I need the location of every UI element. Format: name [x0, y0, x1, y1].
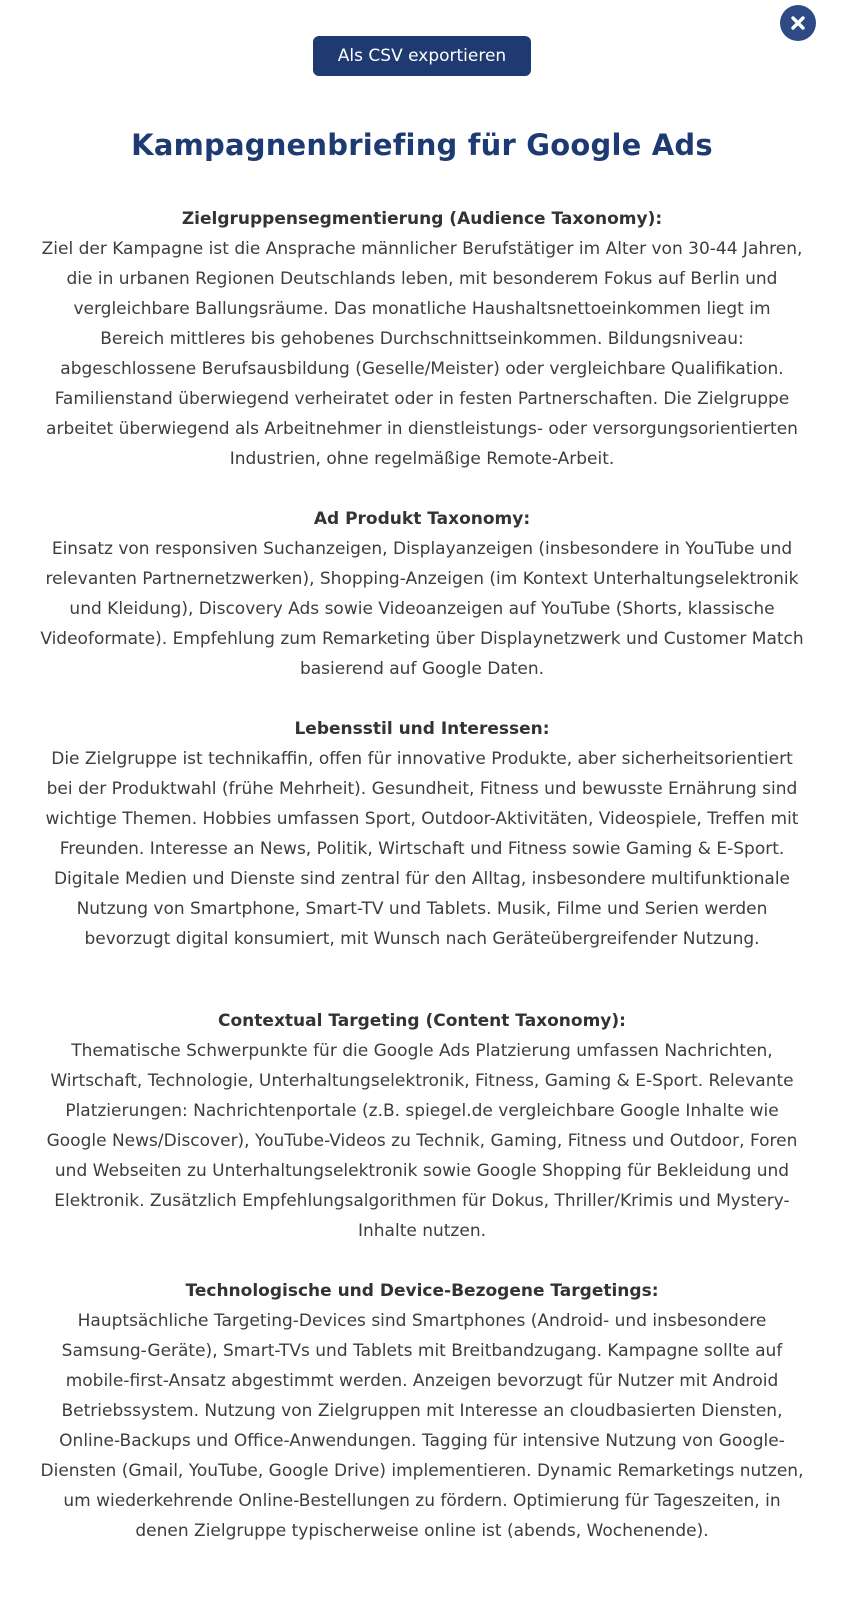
- section-heading: Zielgruppensegmentierung (Audience Taxonomy):: [181, 209, 663, 229]
- section-body: Ziel der Kampagne ist die Ansprache männlicher Berufstätiger im Alter von 30-44 Jahren, die in urbanen Regionen Deutschlands leben, mit besonderem Fokus auf Berlin und vergleichbare Ballungsräume. Das monatliche Haushaltsnettoeinkommen liegt im Bereich mittleres bis gehobenes Durchschnittseinkommen. Bildungsniveau: abgeschlossene Berufsausbildung (Geselle/Meister) oder vergleichbare Qualifikation. Familienstand überwiegend verheiratet oder in festen Partnerschaften. Die Zielgruppe arbeitet überwiegend als Arbeitnehmer in dienstleistungs- oder versorgungsorientierten Industrien, ohne regelmäßige Remote-Arbeit.: [41, 239, 803, 469]
- page-title: Kampagnenbriefing für Google Ads: [131, 128, 713, 162]
- section-audience-taxonomy: [40, 204, 804, 474]
- section-heading: Technologische und Device-Bezogene Targetings:: [185, 1281, 659, 1301]
- briefing-content: [40, 204, 804, 1546]
- section-body: Einsatz von responsiven Suchanzeigen, Displayanzeigen (insbesondere in YouTube und relevanten Partnernetzwerken), Shopping-Anzeigen (im Kontext Unterhaltungselektronik und Kleidung), Discovery Ads sowie Videoanzeigen auf YouTube (Shorts, klassische Videoformate). Empfehlung zum Remarketing über Displaynetzwerk und Customer Match basierend auf Google Daten.: [40, 539, 804, 679]
- section-heading: Lebensstil und Interessen:: [294, 719, 550, 739]
- section-heading: Contextual Targeting (Content Taxonomy):: [218, 1011, 626, 1031]
- section-body: Die Zielgruppe ist technikaffin, offen für innovative Produkte, aber sicherheitsorientiert bei der Produktwahl (frühe Mehrheit). Gesundheit, Fitness und bewusste Ernährung sind wichtige Themen. Hobbies umfassen Sport, Outdoor-Aktivitäten, Videospiele, Treffen mit Freunden. Interesse an News, Politik, Wirtschaft und Fitness sowie Gaming & E-Sport. Digitale Medien und Dienste sind zentral für den Alltag, insbesondere multifunktionale Nutzung von Smartphone, Smart-TV und Tablets. Musik, Filme und Serien werden bevorzugt digital konsumiert, mit Wunsch nach Geräteübergreifender Nutzung.: [45, 749, 799, 949]
- close-icon: [789, 14, 807, 32]
- bottom-spacer: [0, 1546, 844, 1616]
- close-button[interactable]: [780, 5, 816, 41]
- section-heading: Ad Produkt Taxonomy:: [313, 509, 531, 529]
- section-tech-device-targeting: [40, 1276, 804, 1546]
- section-contextual-targeting: [40, 1006, 804, 1246]
- section-body: Hauptsächliche Targeting-Devices sind Smartphones (Android- und insbesondere Samsung-Geräte), Smart-TVs und Tablets mit Breitbandzugang. Kampagne sollte auf mobile-first-Ansatz abgestimmt werden. Anzeigen bevorzugt für Nutzer mit Android Betriebssystem. Nutzung von Zielgruppen mit Interesse an cloudbasierten Diensten, Online-Backups und Office-Anwendungen. Tagging für intensive Nutzung von Google-Diensten (Gmail, YouTube, Google Drive) implementieren. Dynamic Remarketings nutzen, um wiederkehrende Online-Bestellungen zu fördern. Optimierung für Tageszeiten, in denen Zielgruppe typischerweise online ist (abends, Wochenende).: [40, 1311, 804, 1541]
- export-csv-button[interactable]: Als CSV exportieren: [313, 36, 531, 76]
- section-body: Thematische Schwerpunkte für die Google Ads Platzierung umfassen Nachrichten, Wirtschaft, Technologie, Unterhaltungselektronik, Fitness, Gaming & E-Sport. Relevante Platzierungen: Nachrichtenportale (z.B. spiegel.de vergleichbare Google Inhalte wie Google News/Discover), YouTube-Videos zu Technik, Gaming, Fitness und Outdoor, Foren und Webseiten zu Unterhaltungselektronik sowie Google Shopping für Bekleidung und Elektronik. Zusätzlich Empfehlungsalgorithmen für Dokus, Thriller/Krimis und Mystery-Inhalte nutzen.: [46, 1041, 798, 1241]
- section-ad-product-taxonomy: [40, 504, 804, 684]
- section-lifestyle-interests: [40, 714, 804, 954]
- export-row: [0, 0, 844, 76]
